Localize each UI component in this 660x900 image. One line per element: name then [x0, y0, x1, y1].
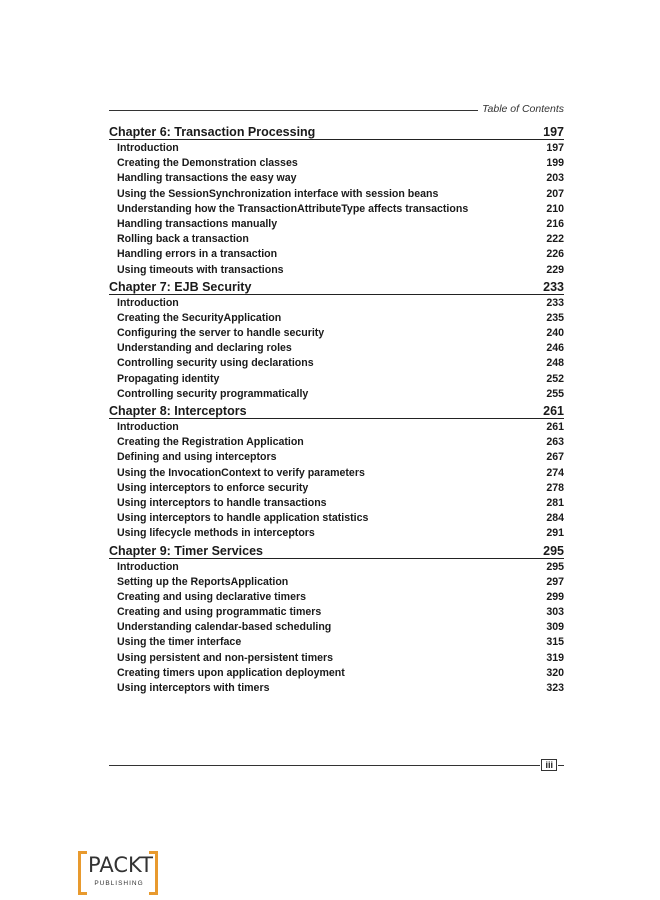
section-page: 203	[546, 172, 564, 185]
section-entry[interactable]	[109, 605, 564, 620]
section-page: 309	[546, 621, 564, 634]
section-title: Propagating identity	[117, 372, 220, 385]
header-label: Table of Contents	[482, 103, 564, 115]
section-page: 199	[546, 157, 564, 170]
section-title: Using the InvocationContext to verify parameters	[117, 466, 365, 479]
section-list	[109, 420, 564, 542]
section-title: Introduction	[117, 421, 179, 433]
section-title: Introduction	[117, 142, 179, 154]
section-entry[interactable]	[109, 450, 564, 465]
running-header	[109, 100, 564, 118]
chapter-title: Chapter 6: Transaction Processing	[109, 125, 316, 139]
section-page: 197	[546, 142, 564, 154]
header-rule	[109, 110, 478, 111]
chapter-page: 197	[543, 125, 564, 139]
section-page: 297	[546, 575, 564, 588]
chapter-heading[interactable]	[109, 125, 564, 140]
section-title: Understanding and declaring roles	[117, 342, 292, 355]
section-entry[interactable]	[109, 496, 564, 511]
section-entry[interactable]	[109, 156, 564, 171]
section-entry[interactable]	[109, 356, 564, 371]
chapter-page: 295	[543, 543, 564, 558]
section-entry[interactable]	[109, 217, 564, 232]
table-of-contents	[109, 125, 564, 698]
section-page: 222	[546, 233, 564, 246]
section-title: Using interceptors with timers	[117, 682, 270, 694]
section-page: 303	[546, 606, 564, 619]
section-entry[interactable]	[109, 141, 564, 156]
section-page: 255	[546, 387, 564, 400]
section-entry[interactable]	[109, 481, 564, 496]
section-entry[interactable]	[109, 651, 564, 666]
logo-left-bracket	[78, 851, 87, 895]
chapter-rule	[263, 546, 543, 559]
section-page: 226	[546, 248, 564, 261]
section-title: Using lifecycle methods in interceptors	[117, 527, 315, 540]
section-page: 319	[546, 651, 564, 664]
section-page: 252	[546, 372, 564, 385]
section-entry[interactable]	[109, 387, 564, 402]
section-entry[interactable]	[109, 681, 564, 696]
section-page: 246	[546, 342, 564, 355]
page-number: iii	[541, 759, 557, 771]
section-list	[109, 141, 564, 278]
section-entry[interactable]	[109, 620, 564, 635]
chapter-page: 261	[543, 404, 564, 418]
section-page: 210	[546, 202, 564, 215]
section-page: 235	[546, 311, 564, 324]
section-title: Using the timer interface	[117, 636, 242, 649]
section-title: Using interceptors to enforce security	[117, 481, 309, 494]
section-entry[interactable]	[109, 296, 564, 311]
logo-word: PACKT	[88, 853, 153, 877]
chapter-title: Chapter 7: EJB Security	[109, 279, 252, 294]
chapter-rule	[247, 406, 544, 419]
section-title: Creating the Demonstration classes	[117, 157, 298, 170]
chapter-heading[interactable]	[109, 280, 564, 295]
section-entry[interactable]	[109, 171, 564, 186]
section-title: Handling errors in a transaction	[117, 248, 278, 261]
section-entry[interactable]	[109, 187, 564, 202]
section-title: Setting up the ReportsApplication	[117, 575, 289, 588]
section-title: Introduction	[117, 296, 179, 309]
section-page: 295	[546, 560, 564, 573]
chapter-block	[109, 544, 564, 697]
section-title: Understanding how the TransactionAttributeType affects transactions	[117, 202, 469, 215]
section-page: 323	[546, 682, 564, 694]
chapter-block	[109, 125, 564, 278]
chapter-block	[109, 404, 564, 542]
section-title: Handling transactions the easy way	[117, 172, 297, 185]
section-page: 233	[546, 296, 564, 309]
page-footer	[109, 758, 564, 772]
chapter-block	[109, 280, 564, 402]
section-page: 229	[546, 263, 564, 276]
section-title: Using interceptors to handle application statistics	[117, 512, 369, 525]
section-entry[interactable]	[109, 311, 564, 326]
section-title: Configuring the server to handle security	[117, 327, 325, 340]
section-entry[interactable]	[109, 232, 564, 247]
section-entry[interactable]	[109, 326, 564, 341]
chapter-heading[interactable]	[109, 404, 564, 419]
section-entry[interactable]	[109, 202, 564, 217]
logo-subtitle: PUBLISHING	[94, 880, 144, 887]
chapter-title: Chapter 9: Timer Services	[109, 543, 264, 558]
chapter-rule	[315, 127, 543, 140]
section-title: Using timeouts with transactions	[117, 263, 284, 276]
section-page: 320	[546, 666, 564, 679]
section-entry[interactable]	[109, 526, 564, 541]
section-entry[interactable]	[109, 560, 564, 575]
logo-right-bracket	[149, 851, 158, 895]
section-entry[interactable]	[109, 372, 564, 387]
section-entry[interactable]	[109, 511, 564, 526]
section-page: 263	[546, 436, 564, 449]
section-title: Introduction	[117, 560, 179, 573]
section-page: 216	[546, 217, 564, 230]
footer-rule	[109, 765, 540, 766]
packt-publishing-logo	[78, 851, 158, 893]
section-title: Creating and using programmatic timers	[117, 606, 322, 619]
section-entry[interactable]	[109, 635, 564, 650]
section-entry[interactable]	[109, 575, 564, 590]
section-page: 281	[546, 496, 564, 509]
section-page: 284	[546, 512, 564, 525]
section-title: Creating and using declarative timers	[117, 590, 306, 603]
section-page: 248	[546, 357, 564, 370]
section-title: Controlling security using declarations	[117, 357, 314, 370]
chapter-title: Chapter 8: Interceptors	[109, 404, 247, 418]
section-entry[interactable]	[109, 420, 564, 435]
section-title: Using the SessionSynchronization interface with session beans	[117, 187, 439, 200]
section-title: Understanding calendar-based scheduling	[117, 621, 332, 634]
section-page: 291	[546, 527, 564, 540]
section-page: 267	[546, 451, 564, 464]
section-title: Creating the Registration Application	[117, 436, 304, 449]
section-page: 274	[546, 466, 564, 479]
section-title: Creating the SecurityApplication	[117, 311, 282, 324]
section-title: Rolling back a transaction	[117, 233, 249, 246]
section-title: Handling transactions manually	[117, 217, 278, 230]
section-title: Defining and using interceptors	[117, 451, 277, 464]
chapter-page: 233	[543, 279, 564, 294]
section-list	[109, 560, 564, 697]
footer-rule-end	[558, 765, 564, 766]
section-title: Controlling security programmatically	[117, 387, 309, 400]
chapter-rule	[251, 282, 543, 295]
section-title: Creating timers upon application deployment	[117, 666, 345, 679]
section-entry[interactable]	[109, 263, 564, 278]
section-entry[interactable]	[109, 341, 564, 356]
section-entry[interactable]	[109, 590, 564, 605]
section-entry[interactable]	[109, 435, 564, 450]
section-entry[interactable]	[109, 466, 564, 481]
section-page: 299	[546, 590, 564, 603]
section-page: 261	[546, 421, 564, 433]
section-page: 240	[546, 327, 564, 340]
section-entry[interactable]	[109, 666, 564, 681]
section-page: 207	[546, 187, 564, 200]
section-entry[interactable]	[109, 247, 564, 262]
section-page: 278	[546, 481, 564, 494]
section-page: 315	[546, 636, 564, 649]
section-title: Using persistent and non-persistent timers	[117, 651, 334, 664]
chapter-heading[interactable]	[109, 544, 564, 559]
section-list	[109, 296, 564, 402]
section-title: Using interceptors to handle transactions	[117, 496, 327, 509]
